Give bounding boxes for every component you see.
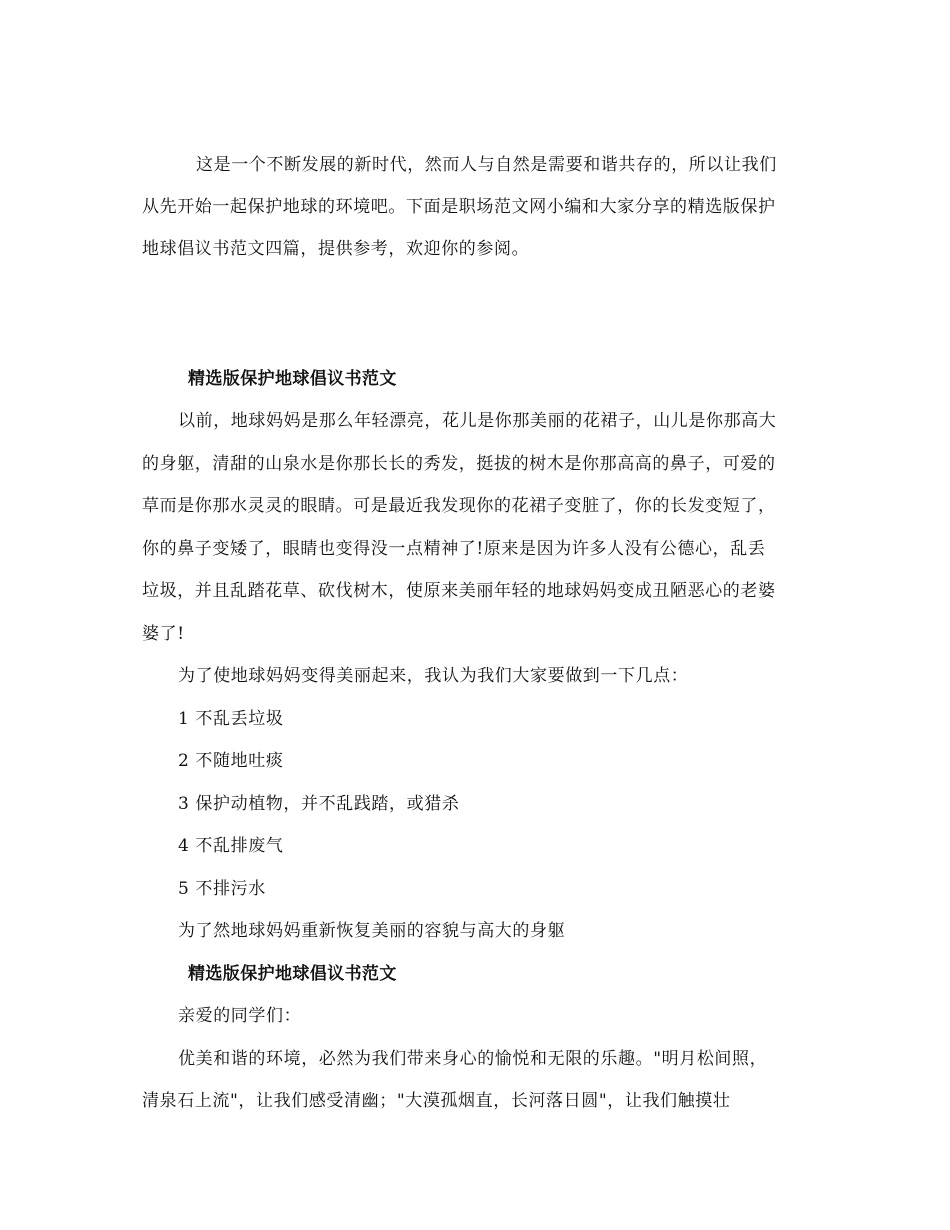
- paragraph-line: 以前，地球妈妈是那么年轻漂亮，花儿是你那美丽的花裙子，山儿是你那高大: [178, 411, 777, 431]
- section-heading: 精选版保护地球倡议书范文: [188, 964, 397, 984]
- list-item: 2 不随地吐痰: [178, 751, 284, 771]
- list-item: 3 保护动植物，并不乱践踏，或猎杀: [178, 794, 460, 814]
- section-heading: 精选版保护地球倡议书范文: [188, 369, 397, 389]
- list-item: 5 不排污水: [178, 879, 266, 899]
- greeting: 亲爱的同学们：: [178, 1006, 302, 1026]
- intro-line: 这是一个不断发展的新时代，然而人与自然是需要和谐共存的，所以让我们: [196, 155, 777, 175]
- paragraph-line: 草而是你那水灵灵的眼睛。可是最近我发现你的花裙子变脏了，你的长发变短了，: [142, 496, 776, 516]
- intro-line: 地球倡议书范文四篇，提供参考，欢迎你的参阅。: [142, 239, 530, 259]
- list-item: 1 不乱丢垃圾: [178, 709, 284, 729]
- paragraph-line: 的身躯，清甜的山泉水是你那长长的秀发，挺拔的树木是你那高高的鼻子，可爱的: [142, 454, 776, 474]
- list-lead: 为了使地球妈妈变得美丽起来，我认为我们大家要做到一下几点：: [178, 666, 689, 686]
- intro-line: 从先开始一起保护地球的环境吧。下面是职场范文网小编和大家分享的精选版保护: [142, 197, 776, 217]
- paragraph-line: 垃圾，并且乱踏花草、砍伐树木，使原来美丽年轻的地球妈妈变成丑陋恶心的老婆: [142, 581, 776, 601]
- paragraph-line: 清泉石上流"，让我们感受清幽；"大漠孤烟直，长河落日圆"，让我们触摸壮: [142, 1091, 731, 1111]
- paragraph-line: 优美和谐的环境，必然为我们带来身心的愉悦和无限的乐趣。"明月松间照，: [178, 1049, 768, 1069]
- paragraph-line: 你的鼻子变矮了，眼睛也变得没一点精神了!原来是因为许多人没有公德心，乱丢: [142, 539, 766, 559]
- list-item: 4 不乱排废气: [178, 836, 284, 856]
- closing-sentence: 为了然地球妈妈重新恢复美丽的容貌与高大的身躯: [178, 921, 566, 941]
- paragraph-line: 婆了!: [142, 624, 185, 644]
